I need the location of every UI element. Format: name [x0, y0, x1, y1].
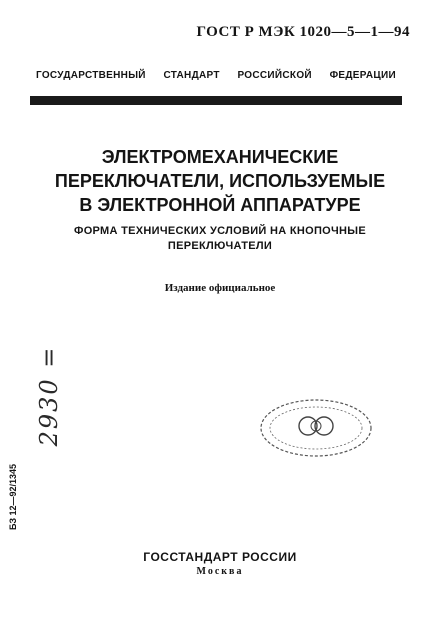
stamp-emblem-right [315, 417, 333, 435]
standard-word-4: ФЕДЕРАЦИИ [329, 70, 396, 81]
subtitle-line-1: ФОРМА ТЕХНИЧЕСКИХ УСЛОВИЙ НА КНОПОЧНЫЕ [74, 225, 366, 237]
publication-city: Москва [196, 566, 244, 577]
edition-label: Издание официальное [164, 282, 276, 294]
stamp-emblem-left [299, 417, 317, 435]
standard-word-3: РОССИЙСКОЙ [237, 70, 312, 81]
side-registration-code: БЗ 12—92/1345 [8, 463, 18, 530]
title-line-2: ПЕРЕКЛЮЧАТЕЛИ, ИСПОЛЬЗУЕМЫЕ [54, 171, 386, 191]
document-title [40, 145, 400, 217]
standard-word-1: ГОСУДАРСТВЕННЫЙ [36, 70, 146, 81]
handwritten-note [30, 342, 70, 452]
standard-heading [36, 70, 396, 81]
publisher: ГОССТАНДАРТ РОССИИ [143, 550, 297, 564]
title-line-3: В ЭЛЕКТРОННОЙ АППАРАТУРЕ [79, 195, 361, 215]
handwritten-note-text: 2930 = [35, 345, 63, 447]
stamp-inner-ring [270, 407, 362, 449]
gost-number: ГОСТ Р МЭК 1020—5—1—94 [196, 24, 410, 40]
library-stamp [258, 396, 374, 460]
title-line-1: ЭЛЕКТРОМЕХАНИЧЕСКИЕ [101, 147, 339, 167]
subtitle-line-2: ПЕРЕКЛЮЧАТЕЛИ [167, 240, 273, 252]
header-rule [30, 96, 402, 105]
stamp-outer-ring [261, 400, 371, 456]
standard-word-2: СТАНДАРТ [163, 70, 220, 81]
document-subtitle [40, 224, 400, 254]
